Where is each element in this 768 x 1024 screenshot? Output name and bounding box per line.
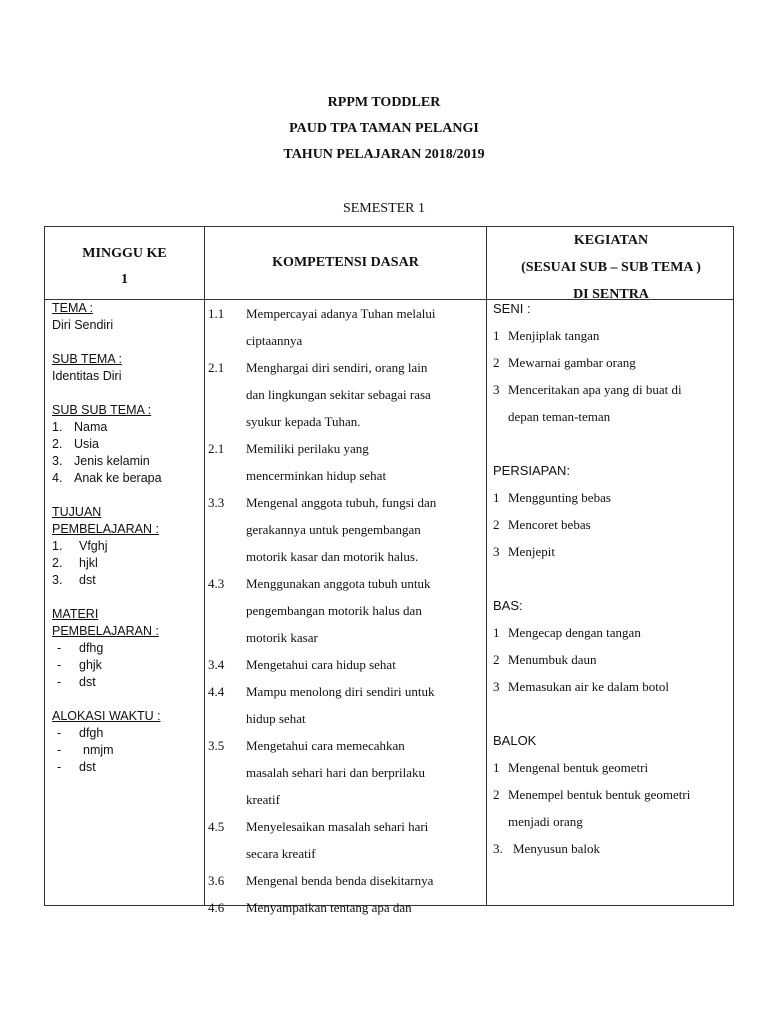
kd-number: 4.5: [208, 819, 225, 834]
item-text: hjkl: [79, 556, 98, 570]
sentra-title-balok: BALOK: [493, 733, 537, 748]
alokasi-label: ALOKASI WAKTU :: [52, 709, 161, 723]
activity-text: Menggunting bebas: [508, 490, 611, 505]
doc-title-line1: RPPM TODDLER: [327, 95, 441, 110]
item-text: Nama: [74, 420, 108, 434]
activity-text: Menjiplak tangan: [508, 328, 600, 343]
activity-text: menjadi orang: [508, 814, 583, 829]
semester-label: SEMESTER 1: [342, 201, 426, 216]
column-divider-2: [486, 227, 487, 905]
kd-number: 1.1: [208, 306, 225, 321]
kd-text: Mampu menolong diri sendiri untuk: [246, 684, 435, 699]
activity-item: [493, 619, 729, 646]
sentra-title-bas: BAS:: [493, 598, 523, 613]
item-text: dfhg: [79, 641, 104, 655]
kd-number: 4.6: [208, 900, 225, 915]
kompetensi-item: [208, 354, 478, 435]
kd-text: Memiliki perilaku yang: [246, 441, 369, 456]
kd-text: motorik kasar dan motorik halus.: [246, 549, 419, 564]
activity-item: [493, 646, 729, 673]
activity-number: 3: [493, 382, 500, 397]
activity-text: Menyusun balok: [513, 841, 601, 856]
tema-label: TEMA :: [52, 301, 93, 315]
bullet-dash: -: [57, 743, 62, 757]
materi-label-1: MATERI: [52, 607, 99, 621]
kd-number: 2.1: [208, 441, 225, 456]
alokasi-item: [52, 725, 202, 742]
activity-number: 1: [493, 760, 500, 775]
subsubtema-label: SUB SUB TEMA :: [52, 403, 152, 417]
activity-number: 1: [493, 490, 500, 505]
activity-item: [493, 538, 729, 565]
kd-number: 3.4: [208, 657, 225, 672]
activity-item: [493, 349, 729, 376]
subtema-value: Identitas Diri: [52, 369, 122, 383]
header-kegiatan-line2: (SESUAI SUB – SUB TEMA ): [521, 260, 701, 275]
item-text: dst: [79, 760, 96, 774]
activity-text: Mencoret bebas: [508, 517, 591, 532]
kd-number: 3.6: [208, 873, 225, 888]
item-number: 3.: [52, 573, 63, 587]
kd-text: Menggunakan anggota tubuh untuk: [246, 576, 431, 591]
kd-text: Menyampaikan tentang apa dan: [246, 900, 412, 915]
activity-text: Mengecap dengan tangan: [508, 625, 641, 640]
activity-number: 3: [493, 544, 500, 559]
kd-text: kreatif: [246, 792, 280, 807]
bullet-dash: -: [57, 641, 62, 655]
activity-number: 1: [493, 625, 500, 640]
header-kegiatan-line3: DI SENTRA: [573, 287, 649, 302]
activity-text: depan teman-teman: [508, 409, 611, 424]
kd-text: ciptaannya: [246, 333, 303, 348]
activity-item: [493, 835, 729, 862]
item-number: 1.: [52, 420, 63, 434]
kd-text: Mengenal anggota tubuh, fungsi dan: [246, 495, 437, 510]
tujuan-label-2: PEMBELAJARAN :: [52, 522, 159, 536]
activity-number: 2: [493, 517, 500, 532]
activity-text: Mengenal bentuk geometri: [508, 760, 649, 775]
activity-number: 2: [493, 787, 500, 802]
kd-number: 2.1: [208, 360, 225, 375]
activity-number: 3.: [493, 841, 503, 856]
item-text: Vfghj: [79, 539, 108, 553]
kd-text: Mengenal benda benda disekitarnya: [246, 873, 434, 888]
kompetensi-item: [208, 678, 478, 732]
activity-number: 2: [493, 652, 500, 667]
alokasi-item: [52, 742, 202, 759]
header-kegiatan-line1: KEGIATAN: [573, 233, 649, 248]
kd-text: syukur kepada Tuhan.: [246, 414, 361, 429]
activity-number: 3: [493, 679, 500, 694]
kegiatan-column: [493, 300, 729, 862]
materi-item: [52, 674, 202, 691]
activity-text: Menjepit: [508, 544, 555, 559]
subsubtema-item: [52, 436, 202, 453]
materi-label-2: PEMBELAJARAN :: [52, 624, 159, 638]
item-text: dfgh: [79, 726, 104, 740]
header-kompetensi: KOMPETENSI DASAR: [272, 255, 419, 270]
header-minggu-number: 1: [121, 272, 128, 287]
item-text: dst: [79, 675, 96, 689]
kd-text: dan lingkungan sekitar sebagai rasa: [246, 387, 431, 402]
kd-text: Menghargai diri sendiri, orang lain: [246, 360, 428, 375]
doc-title-line2: PAUD TPA TAMAN PELANGI: [289, 121, 479, 136]
item-number: 2.: [52, 556, 63, 570]
item-text: nmjm: [83, 743, 114, 757]
item-text: dst: [79, 573, 96, 587]
kompetensi-item: [208, 489, 478, 570]
materi-item: [52, 657, 202, 674]
header-kegiatan: [487, 227, 735, 308]
kd-number: 4.3: [208, 576, 225, 591]
kompetensi-item: [208, 570, 478, 651]
activity-number: 1: [493, 328, 500, 343]
activity-text: Mewarnai gambar orang: [508, 355, 636, 370]
subsubtema-item: [52, 470, 202, 487]
doc-title-line3: TAHUN PELAJARAN 2018/2019: [283, 147, 485, 162]
activity-item: [493, 376, 729, 430]
materi-item: [52, 640, 202, 657]
item-text: Jenis kelamin: [74, 454, 150, 468]
header-minggu: [45, 241, 204, 293]
kd-text: Mempercayai adanya Tuhan melalui: [246, 306, 436, 321]
kd-text: gerakannya untuk pengembangan: [246, 522, 421, 537]
bullet-dash: -: [57, 658, 62, 672]
kompetensi-item: [208, 300, 478, 354]
kompetensi-item: [208, 435, 478, 489]
activity-item: [493, 484, 729, 511]
sentra-title-seni: SENI :: [493, 301, 531, 316]
activity-item: [493, 754, 729, 781]
kompetensi-item: [208, 813, 478, 867]
alokasi-item: [52, 759, 202, 776]
kd-text: secara kreatif: [246, 846, 316, 861]
tujuan-item: [52, 555, 202, 572]
kd-text: Menyelesaikan masalah sehari hari: [246, 819, 429, 834]
kompetensi-column: [208, 300, 478, 921]
item-number: 3.: [52, 454, 63, 468]
kd-text: mencerminkan hidup sehat: [246, 468, 387, 483]
activity-number: 2: [493, 355, 500, 370]
rppm-table: [44, 226, 734, 915]
tujuan-item: [52, 538, 202, 555]
kd-number: 4.4: [208, 684, 225, 699]
kompetensi-item: [208, 732, 478, 813]
kd-text: masalah sehari hari dan berprilaku: [246, 765, 426, 780]
kd-text: pengembangan motorik halus dan: [246, 603, 422, 618]
subsubtema-item: [52, 419, 202, 436]
subsubtema-item: [52, 453, 202, 470]
subtema-label: SUB TEMA :: [52, 352, 122, 366]
item-number: 1.: [52, 539, 63, 553]
kd-text: Mengetahui cara hidup sehat: [246, 657, 396, 672]
column-divider-1: [204, 227, 205, 905]
kompetensi-item: [208, 867, 478, 894]
header-minggu-label: MINGGU KE: [82, 246, 167, 261]
activity-text: Menempel bentuk bentuk geometri: [508, 787, 691, 802]
activity-item: [493, 781, 729, 835]
activity-item: [493, 322, 729, 349]
tujuan-label-1: TUJUAN: [52, 505, 102, 519]
item-number: 4.: [52, 471, 63, 485]
sentra-title-persiapan: PERSIAPAN:: [493, 463, 571, 478]
identity-column: [52, 300, 202, 776]
activity-text: Memasukan air ke dalam botol: [508, 679, 670, 694]
item-number: 2.: [52, 437, 63, 451]
item-text: ghjk: [79, 658, 102, 672]
kd-text: motorik kasar: [246, 630, 318, 645]
bullet-dash: -: [57, 675, 62, 689]
bullet-dash: -: [57, 726, 62, 740]
activity-item: [493, 673, 729, 700]
activity-text: Menumbuk daun: [508, 652, 597, 667]
kd-number: 3.5: [208, 738, 225, 753]
tema-value: Diri Sendiri: [52, 318, 114, 332]
tujuan-item: [52, 572, 202, 589]
kd-text: Mengetahui cara memecahkan: [246, 738, 405, 753]
bullet-dash: -: [57, 760, 62, 774]
kd-number: 3.3: [208, 495, 225, 510]
kompetensi-item: [208, 894, 478, 921]
item-text: Usia: [74, 437, 100, 451]
item-text: Anak ke berapa: [74, 471, 162, 485]
activity-text: Menceritakan apa yang di buat di: [508, 382, 682, 397]
kd-text: hidup sehat: [246, 711, 306, 726]
kompetensi-item: [208, 651, 478, 678]
activity-item: [493, 511, 729, 538]
